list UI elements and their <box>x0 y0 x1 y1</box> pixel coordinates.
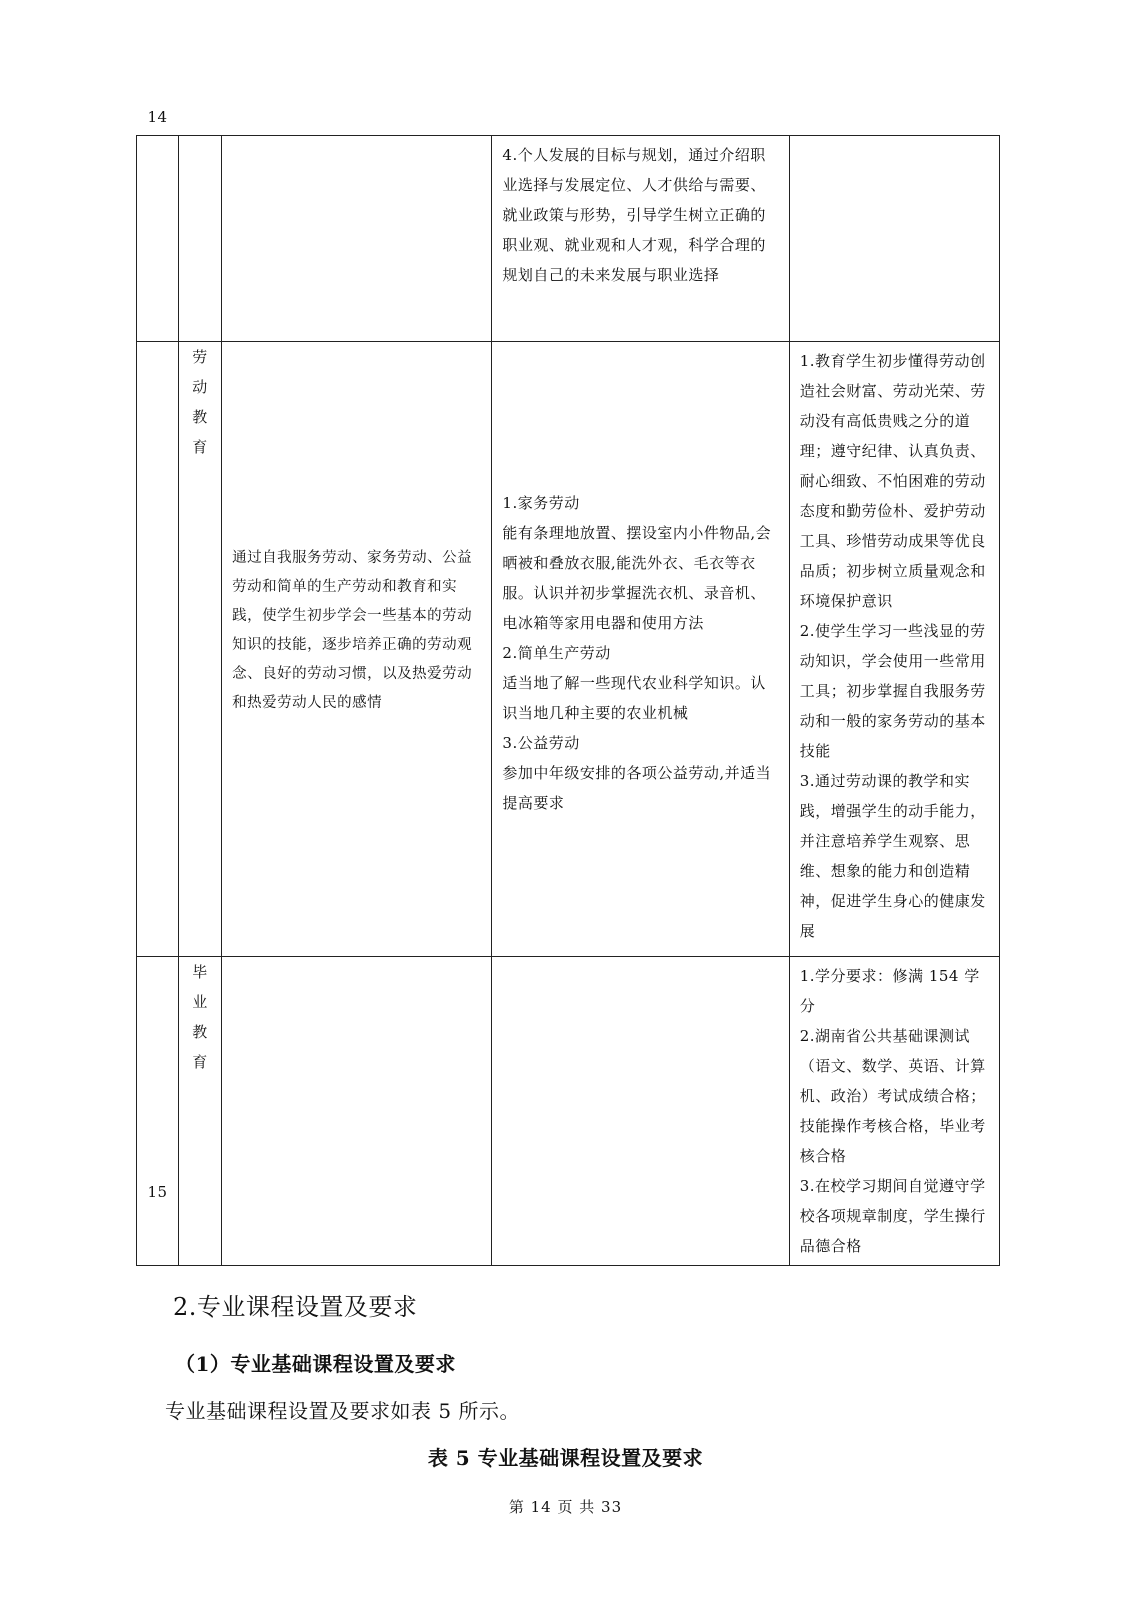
row-number-cell: 14 <box>137 342 179 957</box>
content-item: 参加中年级安排的各项公益劳动,并适当提高要求 <box>502 764 772 812</box>
subsection-heading: （1）专业基础课程设置及要求 <box>175 1352 456 1376</box>
row-number-cell: 15 <box>137 957 179 1266</box>
course-content-cell <box>492 342 789 957</box>
course-requirements-cell <box>789 136 999 342</box>
table-caption: 表 5 专业基础课程设置及要求 <box>427 1446 704 1470</box>
page-footer: 第 14 页 共 33 <box>508 1498 623 1516</box>
course-goal-cell <box>222 136 492 342</box>
content-item: 适当地了解一些现代农业科学知识。认识当地几种主要的农业机械 <box>502 674 766 722</box>
body-paragraph: 专业基础课程设置及要求如表 5 所示。 <box>165 1399 520 1423</box>
content-item: 2.简单生产劳动 <box>502 644 611 662</box>
requirement-item: 3.在校学习期间自觉遵守学校各项规章制度，学生操行品德合格 <box>799 1177 986 1255</box>
section-heading: 2.专业课程设置及要求 <box>173 1293 418 1321</box>
course-name-cell: 劳动教育 <box>179 342 222 957</box>
course-requirements-cell <box>789 957 999 1266</box>
course-content-cell <box>492 136 789 342</box>
course-name-cell <box>179 136 222 342</box>
content-item: 4.个人发展的目标与规划，通过介绍职业选择与发展定位、人才供给与需要、就业政策与形势，引导学生树立正确的职业观、就业观和人才观，科学合理的规划自己的未来发展与职业选择 <box>502 146 766 284</box>
table-row <box>137 136 1000 342</box>
requirement-item: 3.通过劳动课的教学和实践，增强学生的动手能力，并注意培养学生观察、思维、想象的能力和创造精神，促进学生身心的健康发展 <box>799 772 986 940</box>
requirement-item: 2.使学生学习一些浅显的劳动知识，学会使用一些常用工具；初步掌握自我服务劳动和一般的家务劳动的基本技能 <box>799 622 986 760</box>
table-row <box>137 342 1000 957</box>
course-requirements-cell <box>789 342 999 957</box>
course-content-cell <box>492 957 789 1266</box>
content-item: 3.公益劳动 <box>502 734 580 752</box>
requirement-item: 2.湖南省公共基础课测试（语文、数学、英语、计算机、政治）考试成绩合格；技能操作考核合格，毕业考核合格 <box>799 1027 986 1165</box>
course-name-cell: 毕业教育 <box>179 957 222 1266</box>
requirement-item: 1.学分要求：修满 154 学分 <box>799 967 980 1015</box>
table-row <box>137 957 1000 1266</box>
course-goal-cell: 通过自我服务劳动、家务劳动、公益劳动和简单的生产劳动和教育和实践，使学生初步学会一些基本的劳动知识的技能，逐步培养正确的劳动观念、良好的劳动习惯，以及热爱劳动和热爱劳动人民的感情 <box>222 342 492 957</box>
requirement-item: 1.教育学生初步懂得劳动创造社会财富、劳动光荣、劳动没有高低贵贱之分的道理；遵守纪律、认真负责、耐心细致、不怕困难的劳动态度和勤劳俭朴、爱护劳动工具、珍惜劳动成果等优良品质；初步树立质量观念和环境保护意识 <box>799 352 986 610</box>
course-goal-cell <box>222 957 492 1266</box>
content-item: 1.家务劳动 <box>502 494 580 512</box>
course-table <box>136 108 1000 1266</box>
content-item: 能有条理地放置、摆设室内小件物品,会晒被和叠放衣服,能洗外衣、毛衣等衣服。认识并初步掌握洗衣机、录音机、电冰箱等家用电器和使用方法 <box>502 524 772 632</box>
row-number-cell <box>137 136 179 342</box>
